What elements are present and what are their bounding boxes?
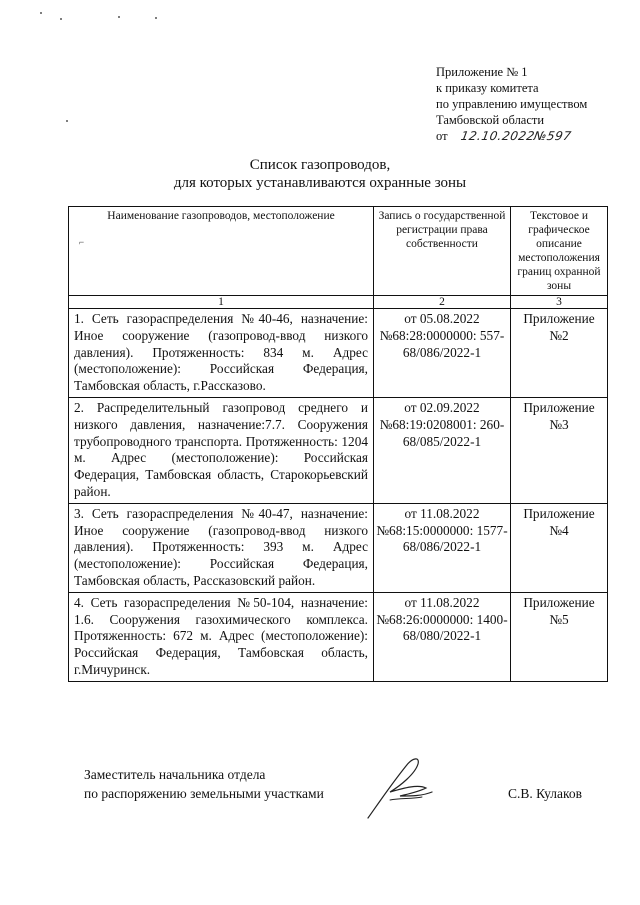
date-prefix: от [436,129,448,143]
table-header-row [69,207,608,296]
header-mark: ⌐ [79,237,85,247]
column-number: 2 [374,296,511,309]
table-row [69,397,608,503]
row-appendix-ref: Приложение №3 [511,397,608,503]
row-registration [374,397,511,503]
row-description: 1. Сеть газораспределения №40-46, назначение: Иное сооружение (газопровод-ввод низкого давления). Протяженность: 834 м. Адрес (местоположение): Российская Федерация, Тамбовская область, г.Рассказово. [69,309,374,398]
document-title [0,156,640,192]
appendix-date-line [436,128,626,144]
registration-date: от 11.08.2022 [404,505,480,521]
registration-number: №68:28:0000000: 557-68/086/2022-1 [379,327,505,360]
column-number-row [69,296,608,309]
title-line: для которых устанавливаются охранные зоны [173,175,467,191]
scan-speck [66,120,68,122]
table-row [69,503,608,592]
scan-speck [118,16,120,18]
position-line: по распоряжению земельными участками [84,786,324,801]
column-number: 3 [511,296,608,309]
row-appendix-ref: Приложение №2 [511,309,608,398]
appendix-line: к приказу комитета [436,81,539,95]
registration-date: от 11.08.2022 [404,594,480,610]
row-registration [374,592,511,681]
handwritten-signature-icon [360,752,450,822]
registration-number: №68:26:0000000: 1400-68/080/2022-1 [376,611,508,644]
row-description: 2. Распределительный газопровод среднего и низкого давления, назначение:7.7. Сооружения трубопроводного транспорта. Протяженность: 1204 м. Адрес (местоположение): Российская Федерация, Тамбовская область, Старокорьевский район. [69,397,374,503]
appendix-line: Тамбовской области [436,113,545,127]
table-row [69,309,608,398]
signatory-name: С.В. Кулаков [508,786,583,801]
header-registration: Запись о государственной регистрации права собственности [374,207,511,296]
pipelines-table [68,206,608,682]
handwritten-number: №597 [533,129,574,143]
header-description: Текстовое и графическое описание местоположения границ охранной зоны [511,207,608,296]
handwritten-date: 12.10.2022 [459,129,536,143]
registration-date: от 02.09.2022 [404,399,480,415]
header-label: Наименование газопроводов, местоположение [107,210,335,222]
row-registration [374,309,511,398]
scan-speck [155,17,157,19]
position-line: Заместитель начальника отдела [84,767,266,782]
registration-number: №68:19:0208001: 260-68/085/2022-1 [379,416,505,449]
row-description: 4. Сеть газораспределения №50-104, назначение: 1.6. Сооружения газохимического комплекса. Протяженность: 672 м. Адрес (местоположение): Российская Федерация, Тамбовская область, г.Мичуринск. [69,592,374,681]
scan-speck [40,12,42,14]
row-registration [374,503,511,592]
title-line: Список газопроводов, [249,157,391,173]
registration-number: №68:15:0000000: 1577-68/086/2022-1 [376,522,508,555]
signatory-position [84,765,324,803]
table-row [69,592,608,681]
row-appendix-ref: Приложение №5 [511,592,608,681]
header-name-location [69,207,374,296]
appendix-header [436,64,626,144]
row-appendix-ref: Приложение №4 [511,503,608,592]
scan-speck [60,18,62,20]
appendix-line: Приложение № 1 [436,65,528,79]
column-number: 1 [69,296,374,309]
row-description: 3. Сеть газораспределения №40-47, назначение: Иное сооружение (газопровод-ввод низкого давления). Протяженность: 393 м. Адрес (местоположение): Российская Федерация, Тамбовская область, Рассказовский район. [69,503,374,592]
appendix-line: по управлению имуществом [436,97,588,111]
registration-date: от 05.08.2022 [404,311,480,326]
